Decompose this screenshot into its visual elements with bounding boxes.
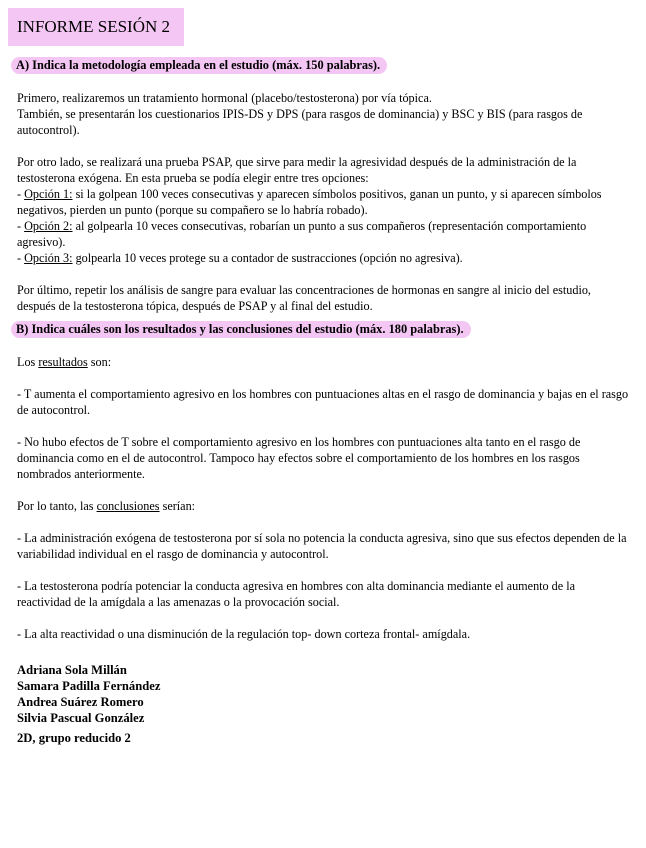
group-label: 2D, grupo reducido 2 xyxy=(17,731,131,745)
result-1: - T aumenta el comportamiento agresivo en los hombres con puntuaciones altas en el rasgo de dominancia y bajas en el rasgo de autocontrol. xyxy=(17,387,629,417)
option-3: - Opción 3: golpearla 10 veces protege su a contador de sustracciones (opción no agresiva). xyxy=(17,251,463,265)
document xyxy=(17,8,629,746)
option-1-label: Opción 1: xyxy=(24,187,73,201)
option-2: - Opción 2: al golpearla 10 veces consecutivas, robarían un punto a sus compañeros (representación comportamiento agresivo). xyxy=(17,219,587,249)
conclusion-2: - La testosterona podría potenciar la conducta agresiva en hombres con alta dominancia mediante el aumento de la reactividad de la amígdala a las amenazas o la provocación social. xyxy=(17,579,576,609)
option-2-text: al golpearla 10 veces consecutivas, robarían un punto a sus compañeros (representación comportamiento agresivo). xyxy=(17,219,587,249)
blood-analysis-paragraph: Por último, repetir los análisis de sangre para evaluar las concentraciones de hormonas en sangre al inicio del estudio, después de la testosterona tópica, después de PSAP y al final del estudio. xyxy=(17,283,591,313)
results-suffix: son: xyxy=(87,355,112,369)
methodology-line-2: También, se presentarán los cuestionarios IPIS-DS y DPS (para rasgos de dominancia) y BSC y BIS (para rasgos de autocontrol). xyxy=(17,107,583,137)
psap-intro: Por otro lado, se realizará una prueba PSAP, que sirve para medir la agresividad después de la administración de la testosterona exógena. En esta prueba se podía elegir entre tres opciones: xyxy=(17,155,577,185)
concl-prefix: Por lo tanto, las xyxy=(17,499,97,513)
option-2-label: Opción 2: xyxy=(24,219,73,233)
document-title: INFORME SESIÓN 2 xyxy=(8,8,184,46)
option-1-text: si la golpean 100 veces consecutivas y aparecen símbolos positivos, ganan un punto, y si aparecen símbolos negativos, pierden un punto (porque su compañero se lo habría robado). xyxy=(17,187,602,217)
author-4: Silvia Pascual González xyxy=(17,711,145,725)
conclusion-1: - La administración exógena de testosterona por sí sola no potencia la conducta agresiva, sino que sus efectos dependen de la variabilidad individual en el rasgo de dominancia y autocontrol. xyxy=(17,531,627,561)
conclusions-word: conclusiones xyxy=(96,499,160,513)
conclusions-intro xyxy=(17,498,629,514)
result-2: - No hubo efectos de T sobre el comportamiento agresivo en los hombres con puntuaciones alta tanto en el rasgo de dominancia como en el de autocontrol. Tampoco hay efectos sobre el comportamiento de los hombres en los rasgos nombrados anteriormente. xyxy=(17,435,581,481)
author-2: Samara Padilla Fernández xyxy=(17,679,161,693)
option-1: - Opción 1: si la golpean 100 veces consecutivas y aparecen símbolos positivos, ganan un punto, y si aparecen símbolos negativos, pierden un punto (porque su compañero se lo habría robado). xyxy=(17,187,602,217)
option-3-text: golpearla 10 veces protege su a contador de sustracciones (opción no agresiva). xyxy=(72,251,463,265)
question-a: A) Indica la metodología empleada en el estudio (máx. 150 palabras). xyxy=(11,57,387,74)
results-prefix: Los xyxy=(17,355,39,369)
question-b: B) Indica cuáles son los resultados y las conclusiones del estudio (máx. 180 palabras). xyxy=(11,321,471,338)
results-word: resultados xyxy=(38,355,88,369)
author-3: Andrea Suárez Romero xyxy=(17,695,144,709)
conclusion-3: - La alta reactividad o una disminución de la regulación top- down corteza frontal- amígdala. xyxy=(17,627,471,641)
results-intro xyxy=(17,354,629,370)
methodology-line-1: Primero, realizaremos un tratamiento hormonal (placebo/testosterona) por vía tópica. xyxy=(17,91,432,105)
option-3-label: Opción 3: xyxy=(24,251,73,265)
author-1: Adriana Sola Millán xyxy=(17,663,127,677)
concl-suffix: serían: xyxy=(159,499,196,513)
